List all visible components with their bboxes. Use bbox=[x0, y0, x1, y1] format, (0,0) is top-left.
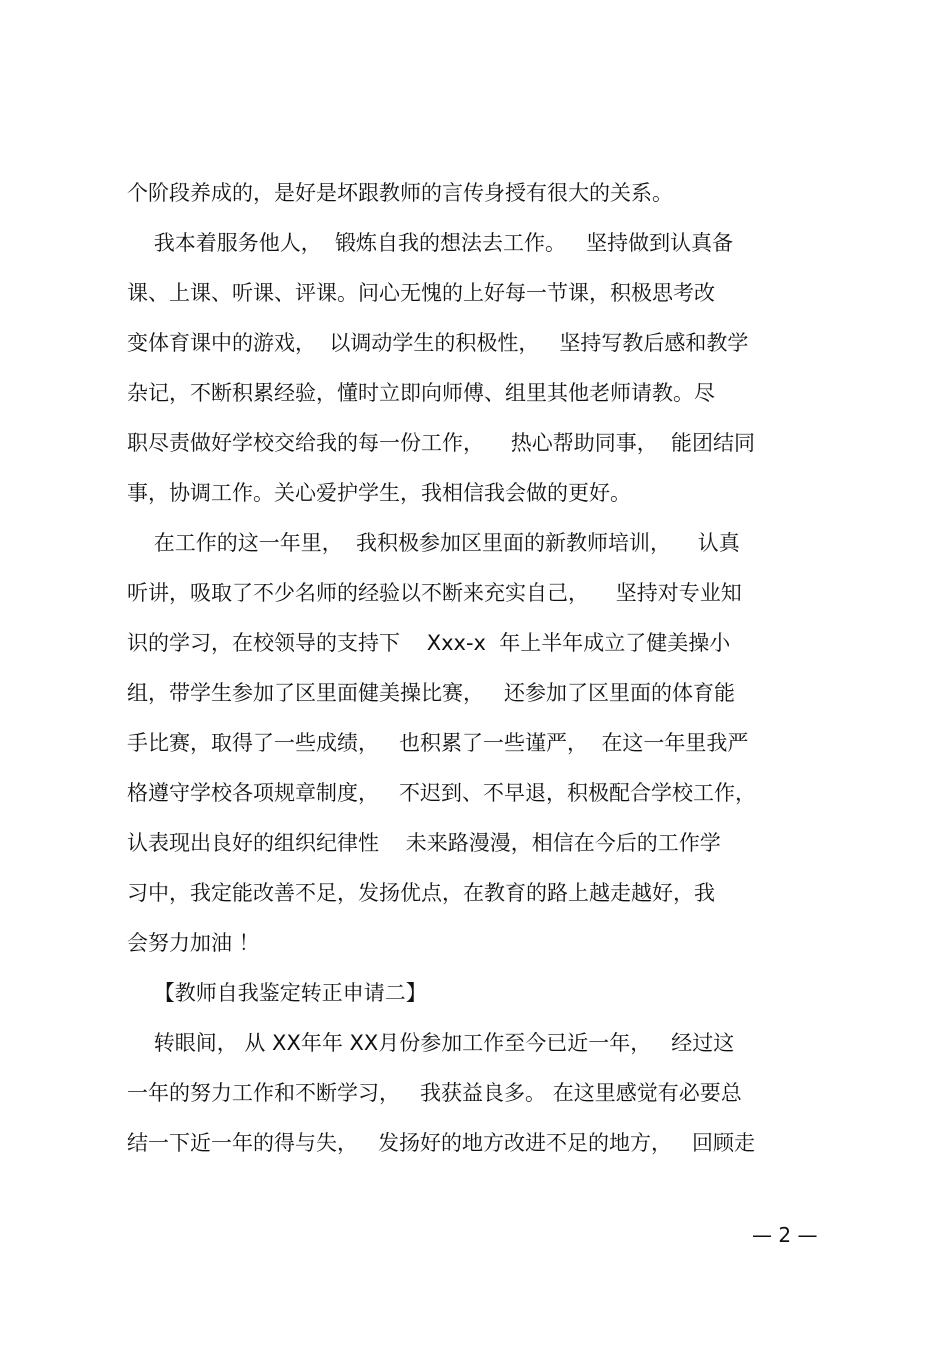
text-line-14: 认表现出良好的组织纪律性 未来路漫漫，相信在今后的工作学 bbox=[127, 831, 721, 855]
text-line-19: 一年的努力工作和不断学习， 我获益良多。 在这里感觉有必要总 bbox=[127, 1081, 742, 1105]
text-line-11: 组，带学生参加了区里面健美操比赛， 还参加了区里面的体育能 bbox=[127, 681, 736, 705]
text-line-20: 结一下近一年的得与失， 发扬好的地方改进不足的地方， 回顾走 bbox=[127, 1131, 756, 1155]
text-line-6: 职尽责做好学校交给我的每一份工作， 热心帮助同事， 能团结同 bbox=[127, 431, 756, 455]
text-line-18: 转眼间， 从 XX年年 XX月份参加工作至今已近一年， 经过这 bbox=[127, 1031, 735, 1055]
text-line-5: 杂记，不断积累经验，懂时立即向师傅、组里其他老师请教。尽 bbox=[127, 381, 715, 405]
page-number: — 2 — bbox=[752, 1223, 818, 1247]
text-line-3: 课、上课、听课、评课。问心无愧的上好每一节课，积极思考改 bbox=[127, 281, 715, 305]
text-line-16: 会努力加油 ！ bbox=[127, 931, 260, 955]
text-line-1: 个阶段养成的，是好是坏跟教师的言传身授有很大的关系。 bbox=[127, 181, 673, 205]
section-heading: 【教师自我鉴定转正申请二】 bbox=[127, 981, 427, 1005]
text-line-15: 习中，我定能改善不足，发扬优点，在教育的路上越走越好，我 bbox=[127, 881, 715, 905]
text-line-9: 听讲，吸取了不少名师的经验以不断来充实自己， 坚持对专业知 bbox=[127, 581, 742, 605]
text-line-13: 格遵守学校各项规章制度， 不迟到、不早退，积极配合学校工作， bbox=[127, 781, 757, 805]
text-line-2: 我本着服务他人， 锻炼自我的想法去工作。 坚持做到认真备 bbox=[127, 231, 734, 255]
text-line-8: 在工作的这一年里， 我积极参加区里面的新教师培训， 认真 bbox=[127, 531, 740, 555]
text-line-7: 事，协调工作。关心爱护学生，我相信我会做的更好。 bbox=[127, 481, 631, 505]
text-line-4: 变体育课中的游戏， 以调动学生的积极性， 坚持写教后感和教学 bbox=[127, 331, 749, 355]
text-line-10: 识的学习，在校领导的支持下 Xxx-x 年上半年成立了健美操小 bbox=[127, 631, 731, 655]
text-line-12: 手比赛，取得了一些成绩， 也积累了一些谨严， 在这一年里我严 bbox=[127, 731, 749, 755]
